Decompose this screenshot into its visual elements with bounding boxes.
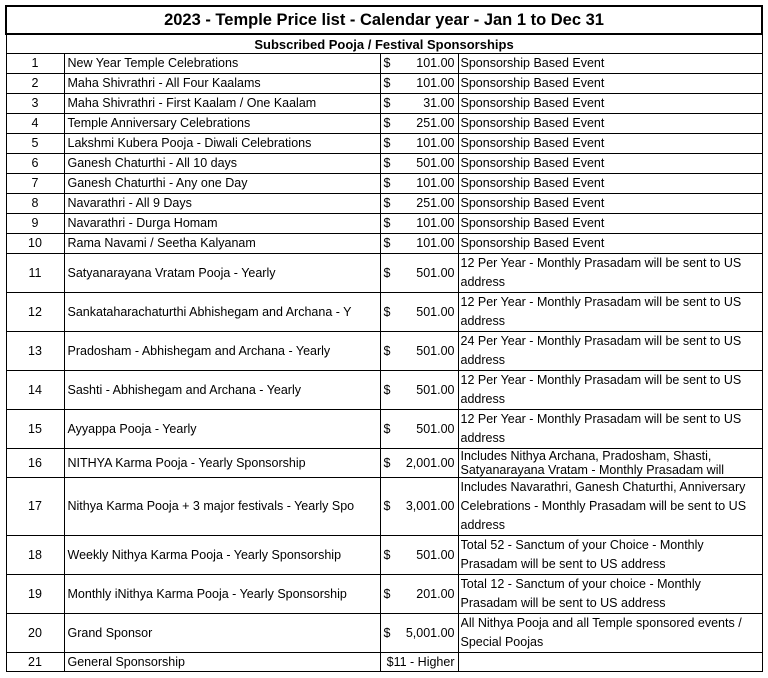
note-cell [458, 575, 762, 614]
note-cell [458, 94, 762, 114]
table-row [6, 214, 762, 234]
pooja-name: NITHYA Karma Pooja - Yearly Sponsorship [64, 449, 380, 478]
row-number: 15 [6, 410, 64, 449]
table-row [6, 94, 762, 114]
price-cell [380, 575, 458, 614]
price-cell [380, 410, 458, 449]
note-cell [458, 234, 762, 254]
note-cell [458, 614, 762, 653]
row-number: 17 [6, 478, 64, 536]
price-amount: 501.00 [416, 304, 455, 319]
row-number: 12 [6, 293, 64, 332]
row-note: 12 Per Year - Monthly Prasadam will be sent to US address [460, 256, 742, 289]
pooja-name: Rama Navami / Seetha Kalyanam [64, 234, 380, 254]
price-amount: 101.00 [416, 176, 455, 190]
price-cell [380, 332, 458, 371]
currency-symbol: $ [383, 236, 391, 250]
pooja-name: Ganesh Chaturthi - All 10 days [64, 154, 380, 174]
table-row [6, 114, 762, 134]
price-amount: 251.00 [416, 116, 455, 130]
row-note: Sponsorship Based Event [460, 76, 605, 90]
pooja-name: Grand Sponsor [64, 614, 380, 653]
price-amount: 501.00 [416, 156, 455, 170]
price-cell [380, 449, 458, 478]
price-amount: 31.00 [423, 96, 455, 110]
row-number: 2 [6, 74, 64, 94]
title-row [6, 6, 762, 34]
row-number: 4 [6, 114, 64, 134]
row-note: Sponsorship Based Event [460, 176, 605, 190]
currency-symbol: $ [383, 156, 391, 170]
pooja-name: Maha Shivrathri - All Four Kaalams [64, 74, 380, 94]
pooja-name: Monthly iNithya Karma Pooja - Yearly Sponsorship [64, 575, 380, 614]
row-note: 12 Per Year - Monthly Prasadam will be sent to US address [460, 373, 742, 406]
pooja-name: General Sponsorship [64, 653, 380, 672]
note-cell [458, 653, 762, 672]
price-table [5, 5, 763, 672]
row-number: 7 [6, 174, 64, 194]
note-cell [458, 134, 762, 154]
row-note: Sponsorship Based Event [460, 216, 605, 230]
pooja-name: Pradosham - Abhishegam and Archana - Yearly [64, 332, 380, 371]
price-cell [380, 54, 458, 74]
subtitle-row [6, 34, 762, 54]
price-amount: 201.00 [416, 586, 455, 601]
note-cell [458, 154, 762, 174]
table-row [6, 254, 762, 293]
row-number: 5 [6, 134, 64, 154]
note-cell [458, 54, 762, 74]
table-row [6, 134, 762, 154]
price-cell [380, 293, 458, 332]
table-row [6, 614, 762, 653]
table-row [6, 332, 762, 371]
note-cell [458, 194, 762, 214]
row-note: 12 Per Year - Monthly Prasadam will be sent to US address [460, 412, 742, 445]
price-amount: 5,001.00 [405, 625, 455, 640]
pooja-name: Lakshmi Kubera Pooja - Diwali Celebrations [64, 134, 380, 154]
row-note: Sponsorship Based Event [460, 136, 605, 150]
row-number: 18 [6, 536, 64, 575]
price-amount: 101.00 [416, 136, 455, 150]
table-row [6, 478, 762, 536]
currency-symbol: $ [383, 547, 391, 562]
note-cell [458, 410, 762, 449]
row-note: Sponsorship Based Event [460, 96, 605, 110]
price-amount: $11 - Higher [386, 654, 455, 669]
row-number: 6 [6, 154, 64, 174]
currency-symbol: $ [383, 56, 391, 70]
currency-symbol: $ [383, 421, 391, 436]
pooja-name: Sashti - Abhishegam and Archana - Yearly [64, 371, 380, 410]
price-cell [380, 134, 458, 154]
price-cell [380, 214, 458, 234]
row-note: 12 Per Year - Monthly Prasadam will be sent to US address [460, 295, 742, 328]
price-cell [380, 174, 458, 194]
row-number: 14 [6, 371, 64, 410]
price-amount: 251.00 [416, 196, 455, 210]
table-row [6, 536, 762, 575]
price-cell [380, 154, 458, 174]
currency-symbol: $ [383, 176, 391, 190]
note-cell [458, 293, 762, 332]
price-cell [380, 478, 458, 536]
price-amount: 501.00 [416, 343, 455, 358]
table-row [6, 194, 762, 214]
pooja-name: Ganesh Chaturthi - Any one Day [64, 174, 380, 194]
row-number: 20 [6, 614, 64, 653]
price-amount: 501.00 [416, 421, 455, 436]
row-number: 8 [6, 194, 64, 214]
table-row [6, 653, 762, 672]
table-row [6, 371, 762, 410]
table-row [6, 293, 762, 332]
price-amount: 501.00 [416, 265, 455, 280]
price-cell [380, 371, 458, 410]
price-amount: 101.00 [416, 76, 455, 90]
currency-symbol: $ [383, 499, 391, 513]
currency-symbol: $ [383, 216, 391, 230]
price-cell [380, 254, 458, 293]
row-note: Sponsorship Based Event [460, 196, 605, 210]
row-number: 13 [6, 332, 64, 371]
row-note: All Nithya Pooja and all Temple sponsored events / Special Poojas [460, 616, 742, 649]
note-cell [458, 478, 762, 536]
note-cell [458, 536, 762, 575]
row-note: Sponsorship Based Event [460, 236, 605, 250]
currency-symbol: $ [383, 304, 391, 319]
price-cell [380, 653, 458, 672]
pooja-name: New Year Temple Celebrations [64, 54, 380, 74]
row-note: Total 52 - Sanctum of your Choice - Monthly Prasadam will be sent to US address [460, 538, 704, 571]
row-note: Includes Nithya Archana, Pradosham, Shasti, Satyanarayana Vratam - Monthly Prasadam will [460, 449, 725, 477]
row-number: 3 [6, 94, 64, 114]
pooja-name: Weekly Nithya Karma Pooja - Yearly Sponsorship [64, 536, 380, 575]
note-cell [458, 74, 762, 94]
pooja-name: Satyanarayana Vratam Pooja - Yearly [64, 254, 380, 293]
currency-symbol: $ [383, 625, 391, 640]
row-note: Sponsorship Based Event [460, 116, 605, 130]
price-cell [380, 234, 458, 254]
currency-symbol: $ [383, 76, 391, 90]
currency-symbol: $ [383, 136, 391, 150]
price-amount: 501.00 [416, 382, 455, 397]
pooja-name: Navarathri - Durga Homam [64, 214, 380, 234]
price-cell [380, 536, 458, 575]
row-number: 16 [6, 449, 64, 478]
price-cell [380, 614, 458, 653]
page-title: 2023 - Temple Price list - Calendar year - Jan 1 to Dec 31 [6, 6, 762, 34]
price-amount: 3,001.00 [405, 499, 455, 513]
row-number: 19 [6, 575, 64, 614]
pooja-name: Maha Shivrathri - First Kaalam / One Kaalam [64, 94, 380, 114]
pooja-name: Navarathri - All 9 Days [64, 194, 380, 214]
currency-symbol: $ [383, 586, 391, 601]
price-cell [380, 194, 458, 214]
pooja-name: Sankataharachaturthi Abhishegam and Archana - Y [64, 293, 380, 332]
price-list-sheet [5, 5, 761, 672]
currency-symbol: $ [383, 455, 391, 470]
note-cell [458, 254, 762, 293]
table-row [6, 154, 762, 174]
currency-symbol: $ [383, 116, 391, 130]
row-number: 21 [6, 653, 64, 672]
currency-symbol: $ [383, 382, 391, 397]
table-row [6, 449, 762, 478]
table-row [6, 54, 762, 74]
currency-symbol: $ [383, 196, 391, 210]
price-amount: 2,001.00 [405, 455, 455, 470]
table-row [6, 575, 762, 614]
table-row [6, 174, 762, 194]
row-number: 9 [6, 214, 64, 234]
row-note: Total 12 - Sanctum of your choice - Monthly Prasadam will be sent to US address [460, 577, 701, 610]
row-note: Sponsorship Based Event [460, 56, 605, 70]
price-cell [380, 114, 458, 134]
section-subtitle: Subscribed Pooja / Festival Sponsorships [6, 34, 762, 54]
currency-symbol: $ [383, 343, 391, 358]
table-row [6, 74, 762, 94]
note-cell [458, 114, 762, 134]
currency-symbol: $ [383, 96, 391, 110]
pooja-name: Ayyappa Pooja - Yearly [64, 410, 380, 449]
note-cell [458, 371, 762, 410]
table-row [6, 234, 762, 254]
note-cell [458, 174, 762, 194]
price-cell [380, 74, 458, 94]
row-number: 1 [6, 54, 64, 74]
price-cell [380, 94, 458, 114]
table-row [6, 410, 762, 449]
row-number: 10 [6, 234, 64, 254]
price-amount: 101.00 [416, 216, 455, 230]
pooja-name: Nithya Karma Pooja + 3 major festivals - Yearly Spo [64, 478, 380, 536]
pooja-name: Temple Anniversary Celebrations [64, 114, 380, 134]
row-number: 11 [6, 254, 64, 293]
price-amount: 501.00 [416, 547, 455, 562]
price-amount: 101.00 [416, 56, 455, 70]
note-cell [458, 332, 762, 371]
note-cell [458, 214, 762, 234]
row-note: Includes Navarathri, Ganesh Chaturthi, Anniversary Celebrations - Monthly Prasadam will be sent to US address [460, 480, 747, 532]
currency-symbol: $ [383, 265, 391, 280]
row-note: Sponsorship Based Event [460, 156, 605, 170]
price-amount: 101.00 [416, 236, 455, 250]
note-cell [458, 449, 762, 478]
row-note: 24 Per Year - Monthly Prasadam will be sent to US address [460, 334, 742, 367]
